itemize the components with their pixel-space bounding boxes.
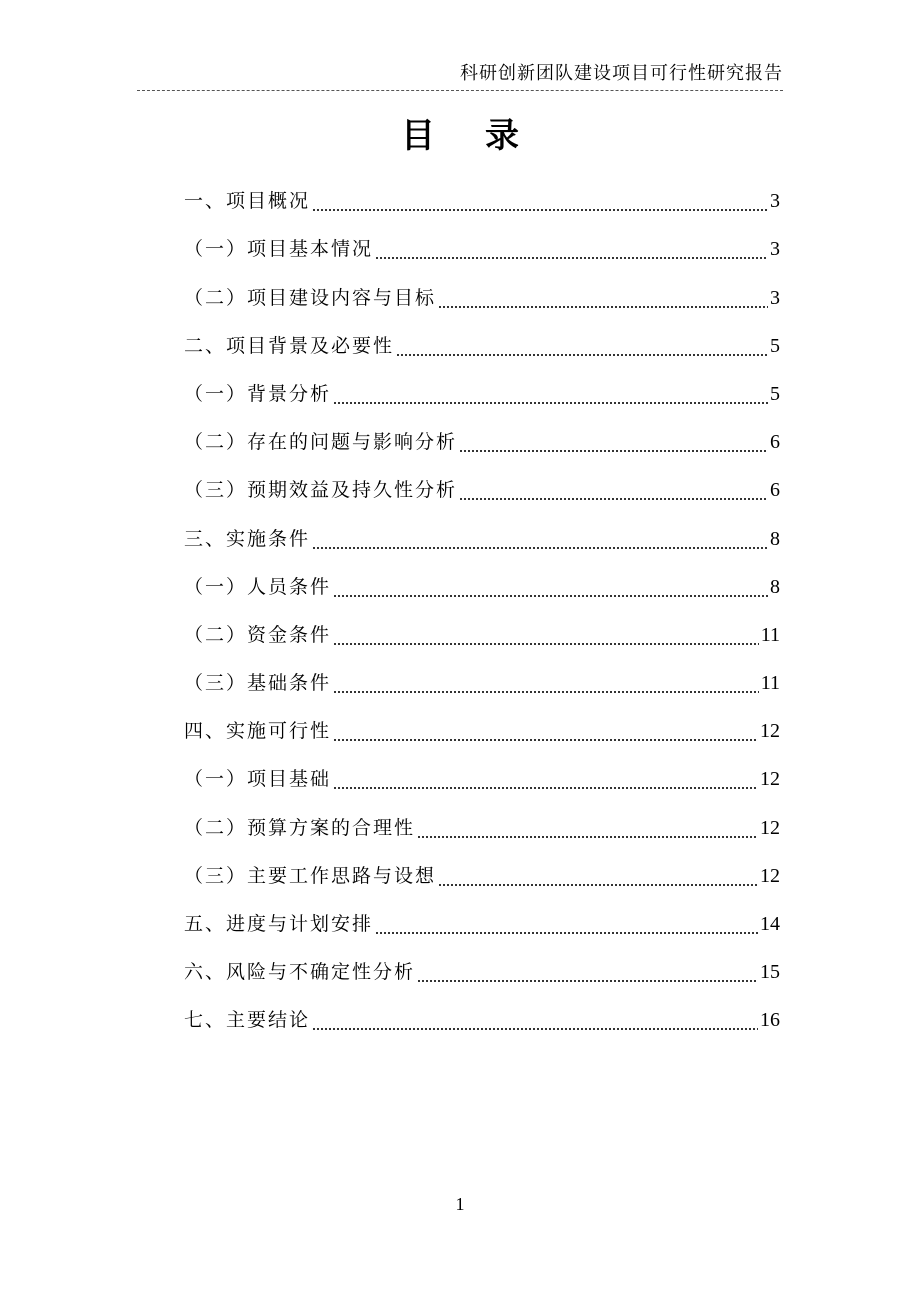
toc-dot-leader	[312, 1005, 758, 1035]
toc-entry-page: 16	[760, 1009, 780, 1032]
toc-entry[interactable]	[184, 168, 780, 216]
toc-entry[interactable]	[184, 602, 780, 650]
toc-dot-leader	[438, 283, 768, 313]
toc-dot-leader	[333, 764, 758, 794]
toc-entry-label: 六、风险与不确定性分析	[184, 957, 415, 987]
toc-entry-label: （二）预算方案的合理性	[184, 813, 415, 843]
toc-entry[interactable]	[184, 698, 780, 746]
toc-entry-label: （三）主要工作思路与设想	[184, 861, 436, 891]
toc-list	[184, 168, 780, 1035]
toc-entry[interactable]	[184, 505, 780, 553]
toc-entry[interactable]	[184, 216, 780, 264]
header-rule	[137, 90, 783, 91]
toc-entry[interactable]	[184, 891, 780, 939]
toc-dot-leader	[375, 909, 758, 939]
toc-entry-page: 8	[770, 527, 780, 550]
toc-entry[interactable]	[184, 939, 780, 987]
toc-entry-page: 15	[760, 961, 780, 984]
toc-dot-leader	[333, 716, 758, 746]
toc-dot-leader	[375, 234, 768, 264]
toc-entry[interactable]	[184, 746, 780, 794]
toc-entry[interactable]	[184, 650, 780, 698]
toc-entry-page: 6	[770, 479, 780, 502]
toc-entry-label: （二）存在的问题与影响分析	[184, 427, 457, 457]
toc-entry-label: 二、项目背景及必要性	[184, 331, 394, 361]
running-header-title: 科研创新团队建设项目可行性研究报告	[460, 63, 783, 84]
toc-dot-leader	[438, 861, 758, 891]
toc-entry-label: （一）背景分析	[184, 379, 331, 409]
toc-entry[interactable]	[184, 264, 780, 312]
toc-entry-page: 8	[770, 575, 780, 598]
toc-entry-page: 3	[770, 238, 780, 261]
toc-entry-label: 四、实施可行性	[184, 716, 331, 746]
toc-title: 目录	[401, 116, 569, 156]
page-number: 1	[455, 1194, 465, 1214]
toc-dot-leader	[312, 186, 768, 216]
toc-entry-page: 5	[770, 382, 780, 405]
toc-entry-page: 5	[770, 334, 780, 357]
toc-entry[interactable]	[184, 313, 780, 361]
toc-dot-leader	[417, 813, 758, 843]
toc-entry-label: 一、项目概况	[184, 186, 310, 216]
toc-entry-label: （三）基础条件	[184, 668, 331, 698]
toc-entry-label: 三、实施条件	[184, 524, 310, 554]
toc-dot-leader	[417, 957, 758, 987]
toc-entry-page: 12	[760, 864, 780, 887]
toc-entry-page: 12	[760, 720, 780, 743]
toc-entry-label: （二）项目建设内容与目标	[184, 283, 436, 313]
toc-dot-leader	[333, 620, 759, 650]
toc-dot-leader	[333, 379, 768, 409]
toc-entry[interactable]	[184, 987, 780, 1035]
toc-dot-leader	[459, 475, 768, 505]
toc-entry[interactable]	[184, 457, 780, 505]
toc-entry-page: 12	[760, 768, 780, 791]
toc-entry-page: 11	[760, 623, 780, 646]
toc-dot-leader	[396, 331, 768, 361]
toc-entry[interactable]	[184, 361, 780, 409]
toc-dot-leader	[333, 572, 768, 602]
toc-dot-leader	[459, 427, 768, 457]
toc-entry-label: （一）项目基本情况	[184, 234, 373, 264]
toc-dot-leader	[312, 524, 768, 554]
toc-entry-label: （一）项目基础	[184, 764, 331, 794]
toc-entry-page: 3	[770, 286, 780, 309]
toc-entry[interactable]	[184, 409, 780, 457]
toc-entry-label: （三）预期效益及持久性分析	[184, 475, 457, 505]
toc-entry[interactable]	[184, 843, 780, 891]
toc-entry-label: （一）人员条件	[184, 572, 331, 602]
toc-entry-label: 七、主要结论	[184, 1005, 310, 1035]
toc-dot-leader	[333, 668, 759, 698]
toc-entry-page: 3	[770, 190, 780, 213]
toc-entry[interactable]	[184, 794, 780, 842]
toc-entry-page: 14	[760, 913, 780, 935]
toc-entry-page: 11	[760, 672, 780, 695]
toc-entry-label: 五、进度与计划安排	[184, 909, 373, 939]
toc-entry-label: （二）资金条件	[184, 620, 331, 650]
toc-entry-page: 12	[760, 816, 780, 839]
toc-entry-page: 6	[770, 431, 780, 454]
toc-entry[interactable]	[184, 554, 780, 602]
